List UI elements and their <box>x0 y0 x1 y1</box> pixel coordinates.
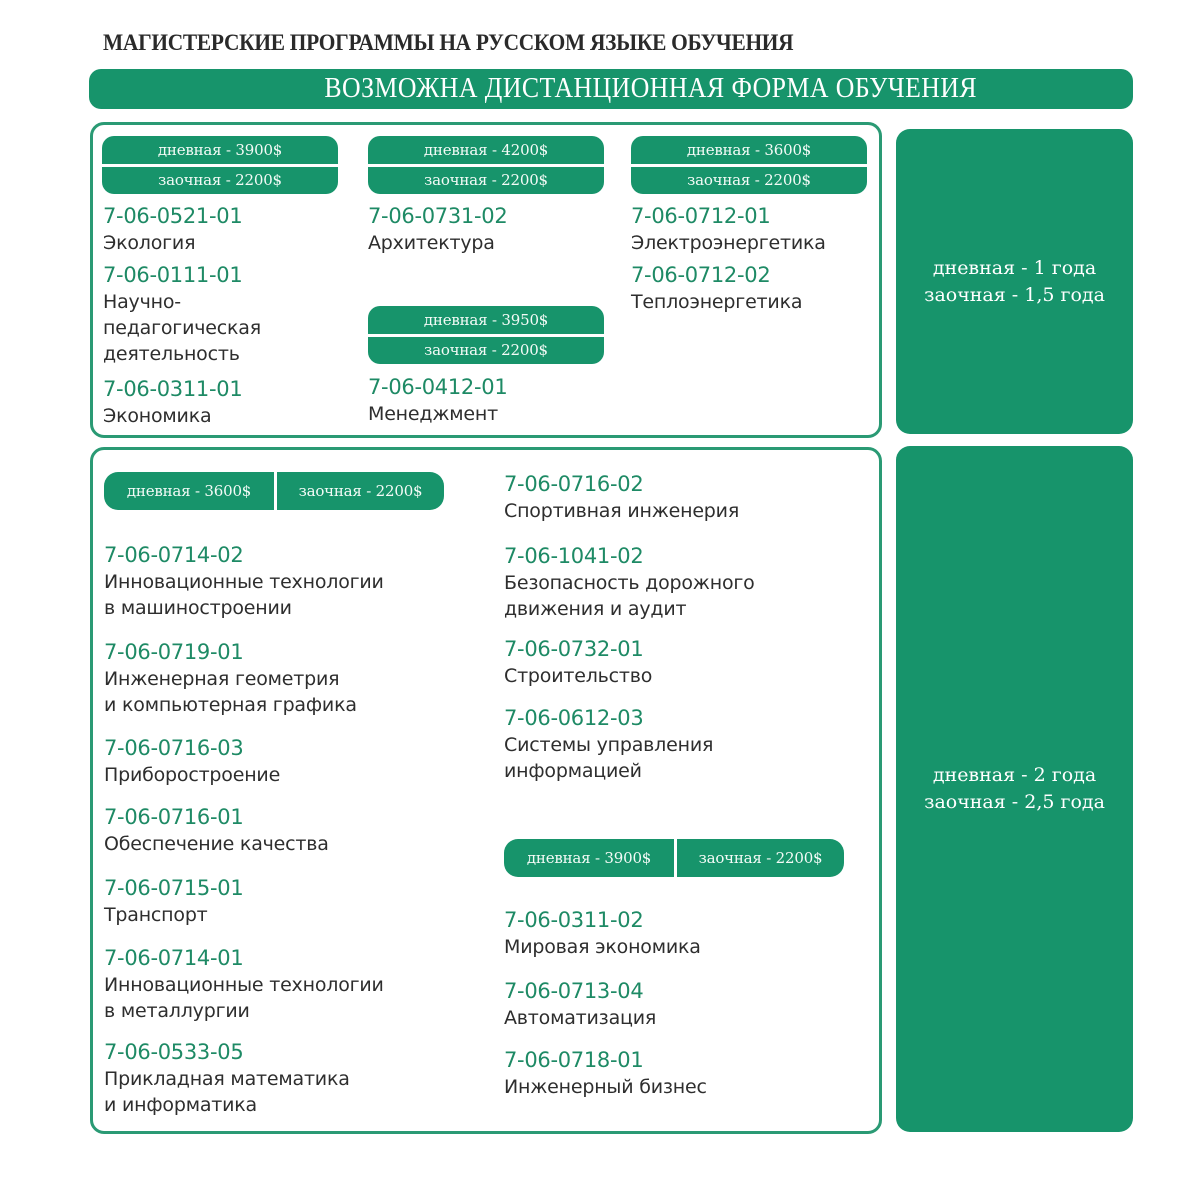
program-name: Приборостроение <box>104 764 281 786</box>
program-item <box>504 705 713 784</box>
price-box <box>102 136 338 194</box>
price-box <box>368 306 604 364</box>
price-day: дневная - 3900$ <box>157 140 283 159</box>
banner-text: ВОЗМОЖНА ДИСТАНЦИОННАЯ ФОРМА ОБУЧЕНИЯ <box>324 73 978 104</box>
program-name: Мировая экономика <box>504 936 701 958</box>
program-item <box>104 804 329 857</box>
program-name: Автоматизация <box>504 1007 657 1029</box>
price-extramural: заочная - 2200$ <box>368 334 604 365</box>
program-name: Транспорт <box>104 904 208 926</box>
program-item <box>104 542 384 621</box>
price-day: дневная - 3600$ <box>686 140 812 159</box>
price-box <box>368 136 604 194</box>
program-code: 7-06-0712-01 <box>631 204 771 228</box>
program-code: 7-06-0712-02 <box>631 263 771 287</box>
program-item <box>104 945 384 1024</box>
program-name: Прикладная математика и информатика <box>104 1068 350 1116</box>
program-code: 7-06-0311-02 <box>504 908 644 932</box>
page-title: МАГИСТЕРСКИЕ ПРОГРАММЫ НА РУССКОМ ЯЗЫКЕ ОБУЧЕНИЯ <box>103 30 794 55</box>
price-extramural: заочная - 2200$ <box>102 164 338 195</box>
program-code: 7-06-0714-02 <box>104 543 244 567</box>
program-item <box>103 262 261 367</box>
program-item <box>504 978 656 1031</box>
duration-box-1 <box>896 129 1133 434</box>
price-box <box>631 136 867 194</box>
program-code: 7-06-0713-04 <box>504 979 644 1003</box>
price-day: дневная - 3600$ <box>126 482 252 500</box>
program-item <box>504 543 755 622</box>
program-item <box>104 1039 350 1118</box>
program-name: Инновационные технологии в металлургии <box>104 974 384 1022</box>
program-item <box>103 376 242 429</box>
price-extramural: заочная - 2200$ <box>631 164 867 195</box>
program-code: 7-06-0732-01 <box>504 637 644 661</box>
price-box <box>104 472 444 510</box>
program-code: 7-06-1041-02 <box>504 544 644 568</box>
price-day: дневная - 4200$ <box>423 140 549 159</box>
program-item <box>631 203 826 256</box>
program-item <box>631 262 802 315</box>
program-code: 7-06-0731-02 <box>368 204 508 228</box>
price-day: дневная - 3900$ <box>526 849 652 867</box>
program-name: Инженерный бизнес <box>504 1076 707 1098</box>
program-code: 7-06-0111-01 <box>103 263 243 287</box>
program-name: Теплоэнергетика <box>631 291 803 313</box>
program-name: Инженерная геометрия и компьютерная графика <box>104 668 357 716</box>
program-item <box>504 471 739 524</box>
program-name: Электроэнергетика <box>631 232 826 254</box>
program-item <box>368 374 507 427</box>
price-extramural: заочная - 2200$ <box>274 472 444 510</box>
program-item <box>504 907 701 960</box>
program-name: Спортивная инженерия <box>504 500 740 522</box>
program-code: 7-06-0521-01 <box>103 204 243 228</box>
program-code: 7-06-0612-03 <box>504 706 644 730</box>
price-day: дневная - 3950$ <box>423 310 549 329</box>
program-code: 7-06-0716-01 <box>104 805 244 829</box>
price-box <box>504 839 844 877</box>
program-name: Архитектура <box>368 232 495 254</box>
program-code: 7-06-0715-01 <box>104 876 244 900</box>
program-item <box>104 639 357 718</box>
duration-extramural: заочная - 1,5 года <box>924 283 1105 306</box>
program-code: 7-06-0719-01 <box>104 640 244 664</box>
program-name: Системы управления информацией <box>504 734 714 782</box>
program-code: 7-06-0311-01 <box>103 377 243 401</box>
distance-learning-banner <box>89 69 1133 109</box>
program-code: 7-06-0718-01 <box>504 1048 644 1072</box>
program-name: Обеспечение качества <box>104 833 329 855</box>
program-code: 7-06-0533-05 <box>104 1040 244 1064</box>
program-item <box>504 1047 707 1100</box>
program-item <box>104 735 280 788</box>
program-code: 7-06-0412-01 <box>368 375 508 399</box>
duration-extramural: заочная - 2,5 года <box>924 791 1105 813</box>
program-name: Экономика <box>103 405 212 427</box>
program-item <box>368 203 507 256</box>
program-name: Научно- педагогическая деятельность <box>103 291 261 365</box>
program-name: Менеджмент <box>368 403 498 425</box>
program-name: Строительство <box>504 665 653 687</box>
program-code: 7-06-0716-03 <box>104 736 244 760</box>
program-code: 7-06-0714-01 <box>104 946 244 970</box>
program-item <box>504 636 652 689</box>
program-code: 7-06-0716-02 <box>504 472 644 496</box>
duration-box-2 <box>896 446 1133 1132</box>
duration-day: дневная - 2 года <box>932 764 1097 786</box>
price-extramural: заочная - 2200$ <box>368 164 604 195</box>
program-item <box>104 875 243 928</box>
price-extramural: заочная - 2200$ <box>674 839 844 877</box>
program-name: Инновационные технологии в машиностроении <box>104 571 384 619</box>
program-name: Безопасность дорожного движения и аудит <box>504 572 755 620</box>
program-item <box>103 203 242 256</box>
program-name: Экология <box>103 232 196 254</box>
duration-day: дневная - 1 года <box>932 256 1097 279</box>
